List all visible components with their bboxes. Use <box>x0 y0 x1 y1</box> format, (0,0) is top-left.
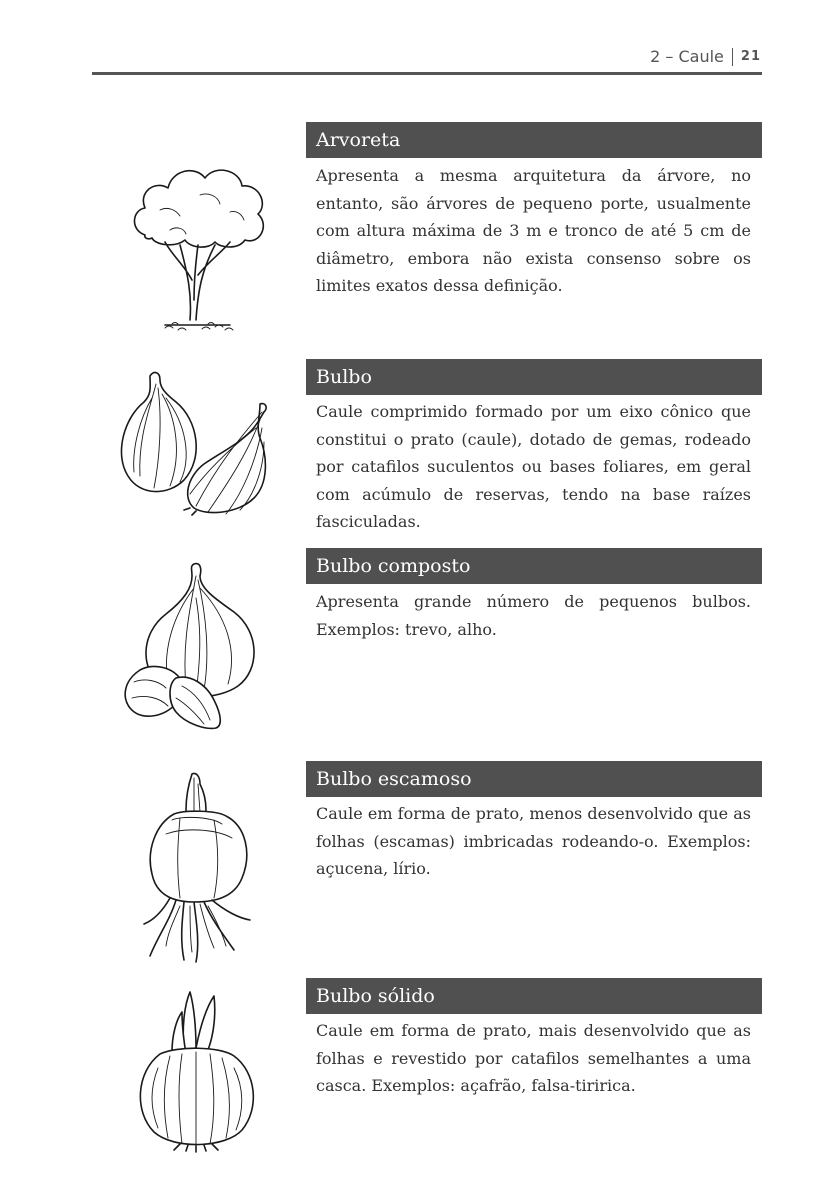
header-rule <box>92 72 762 75</box>
corm-icon <box>110 988 280 1153</box>
entry-title: Bulbo <box>306 359 762 395</box>
entry-description: Caule em forma de prato, menos desenvolvido que as folhas (escamas) imbricadas rodeando-o. Exemplos: açucena, lírio. <box>316 804 751 878</box>
chapter-label: 2 – Caule <box>650 47 724 66</box>
entry-description: Caule comprimido formado por um eixo cônico que constitui o prato (caule), dotado de gemas, rodeado por catafilos suculentos ou bases foliares, em geral com acúmulo de reservas, tendo na base raízes fasciculadas. <box>316 402 751 531</box>
onion-icon <box>110 368 280 518</box>
entry-description: Caule em forma de prato, mais desenvolvido que as folhas e revestido por catafilos semelhantes a uma casca. Exemplos: açafrão, falsa-tiririca. <box>316 1021 751 1095</box>
entry-title: Bulbo sólido <box>306 978 762 1014</box>
header-separator <box>732 48 733 66</box>
entry-description: Apresenta a mesma arquitetura da árvore, no entanto, são árvores de pequeno porte, usualmente com altura máxima de 3 m e tronco de até 5 cm de diâmetro, embora não exista consenso sobre os limites exatos dessa definição. <box>316 166 751 295</box>
lily-bulb-icon <box>110 770 280 965</box>
entry-description: Apresenta grande número de pequenos bulbos. Exemplos: trevo, alho. <box>316 592 751 639</box>
page-number: 21 <box>740 49 761 64</box>
garlic-icon <box>110 558 280 733</box>
entry-title: Arvoreta <box>306 122 762 158</box>
entry-title: Bulbo composto <box>306 548 762 584</box>
entry-title: Bulbo escamoso <box>306 761 762 797</box>
running-header <box>650 47 761 66</box>
tree-icon <box>110 150 280 335</box>
